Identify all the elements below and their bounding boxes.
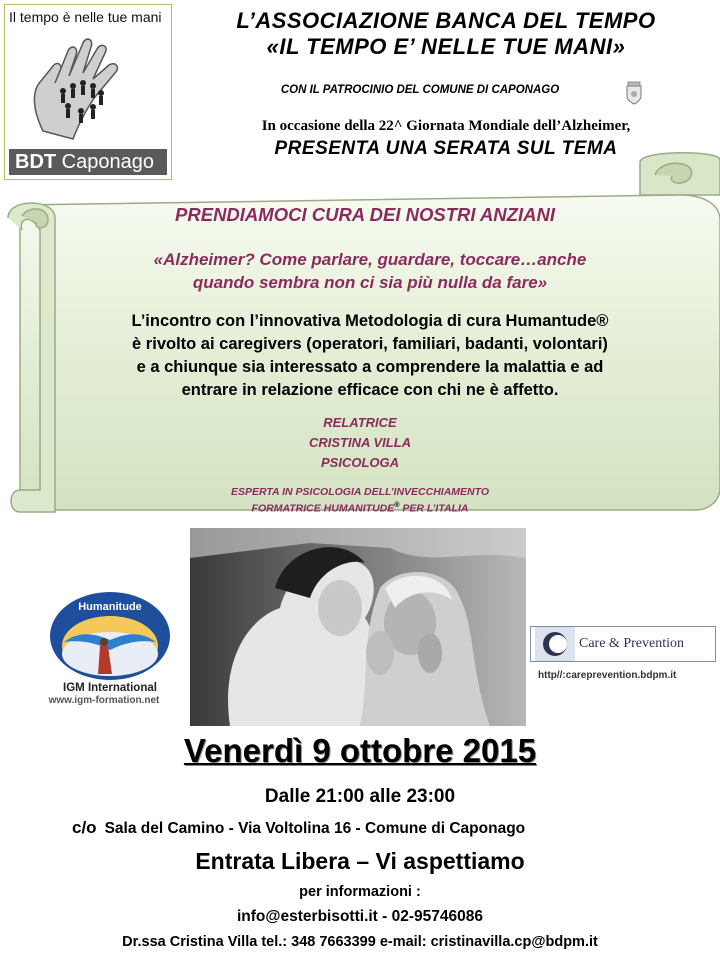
logo-town: Caponago xyxy=(61,151,154,173)
venue-text: Sala del Camino - Via Voltolina 16 - Comune di Caponago xyxy=(104,820,526,837)
igm-url: www.igm-formation.net xyxy=(48,695,160,706)
event-description xyxy=(60,310,680,402)
speaker-block xyxy=(200,413,520,473)
event-quote xyxy=(60,248,680,294)
speaker-label: RELATRICE xyxy=(323,415,397,430)
event-quote-line: quando sembra non ci sia più nulla da fare» xyxy=(192,273,548,292)
speaker-expertise xyxy=(150,485,570,516)
association-title: L’ASSOCIAZIONE BANCA DEL TEMPO xyxy=(236,8,656,33)
expertise-text: FORMATRICE HUMANITUDE xyxy=(251,502,395,515)
event-quote-line: «Alzheimer? Come parlare, guardare, toccare…anche xyxy=(153,250,587,269)
humanitude-logo-text: Humanitude xyxy=(78,601,142,613)
expertise-text: PER L’ITALIA xyxy=(399,502,469,515)
hand-with-people-icon xyxy=(23,31,153,141)
logo-tagline: Il tempo è nelle tue mani xyxy=(9,9,162,25)
care-prevention-icon xyxy=(535,627,575,661)
town-crest-icon xyxy=(624,80,644,106)
expertise-line: ESPERTA IN PSICOLOGIA DELL’INVECCHIAMENTO xyxy=(230,486,490,498)
registered-mark: ® xyxy=(394,502,400,509)
igm-brand: IGM International xyxy=(63,682,157,694)
venue-prefix: c/o xyxy=(72,818,97,837)
description-line: e a chiunque sia interessato a comprendere la malattia e ad xyxy=(136,358,604,376)
presents-line: PRESENTA UNA SERATA SUL TEMA xyxy=(274,138,618,159)
care-prevention-url: http//:careprevention.bdpm.it xyxy=(538,670,677,681)
description-line: è rivolto ai caregivers (operatori, familiari, badanti, volontari) xyxy=(132,335,608,353)
speaker-role: PSICOLOGA xyxy=(320,455,399,470)
entry-info: Entrata Libera – Vi aspettiamo xyxy=(195,848,525,874)
description-line: entrare in relazione efficace con chi ne è affetto. xyxy=(181,381,559,399)
patronage-line: CON IL PATROCINIO DEL COMUNE DI CAPONAGO xyxy=(280,84,560,96)
speaker-contact: Dr.ssa Cristina Villa tel.: 348 7663399 e-mail: cristinavilla.cp@bdpm.it xyxy=(122,934,598,950)
care-prevention-logo xyxy=(530,626,716,662)
logo-brand: BDT xyxy=(15,151,57,173)
event-time: Dalle 21:00 alle 23:00 xyxy=(264,786,456,807)
speaker-name: CRISTINA VILLA xyxy=(308,435,412,450)
event-venue xyxy=(72,818,525,838)
expertise-line xyxy=(150,499,570,516)
association-subtitle: «IL TEMPO E’ NELLE TUE MANI» xyxy=(266,34,626,59)
event-date: Venerdì 9 ottobre 2015 xyxy=(183,732,537,769)
info-label: per informazioni : xyxy=(299,884,421,900)
humanitude-emblem xyxy=(40,590,180,685)
photo-image xyxy=(190,528,526,726)
info-contact: info@esterbisotti.it - 02-95746086 xyxy=(237,908,483,925)
occasion-line: In occasione della 22^ Giornata Mondiale dell’Alzheimer, xyxy=(261,118,631,134)
care-prevention-name: Care & Prevention xyxy=(579,636,684,651)
description-line: L’incontro con l’innovativa Metodologia di cura Humantude® xyxy=(131,312,609,330)
caregiver-photo xyxy=(190,528,526,726)
event-theme-title: PRENDIAMOCI CURA DEI NOSTRI ANZIANI xyxy=(175,204,555,225)
